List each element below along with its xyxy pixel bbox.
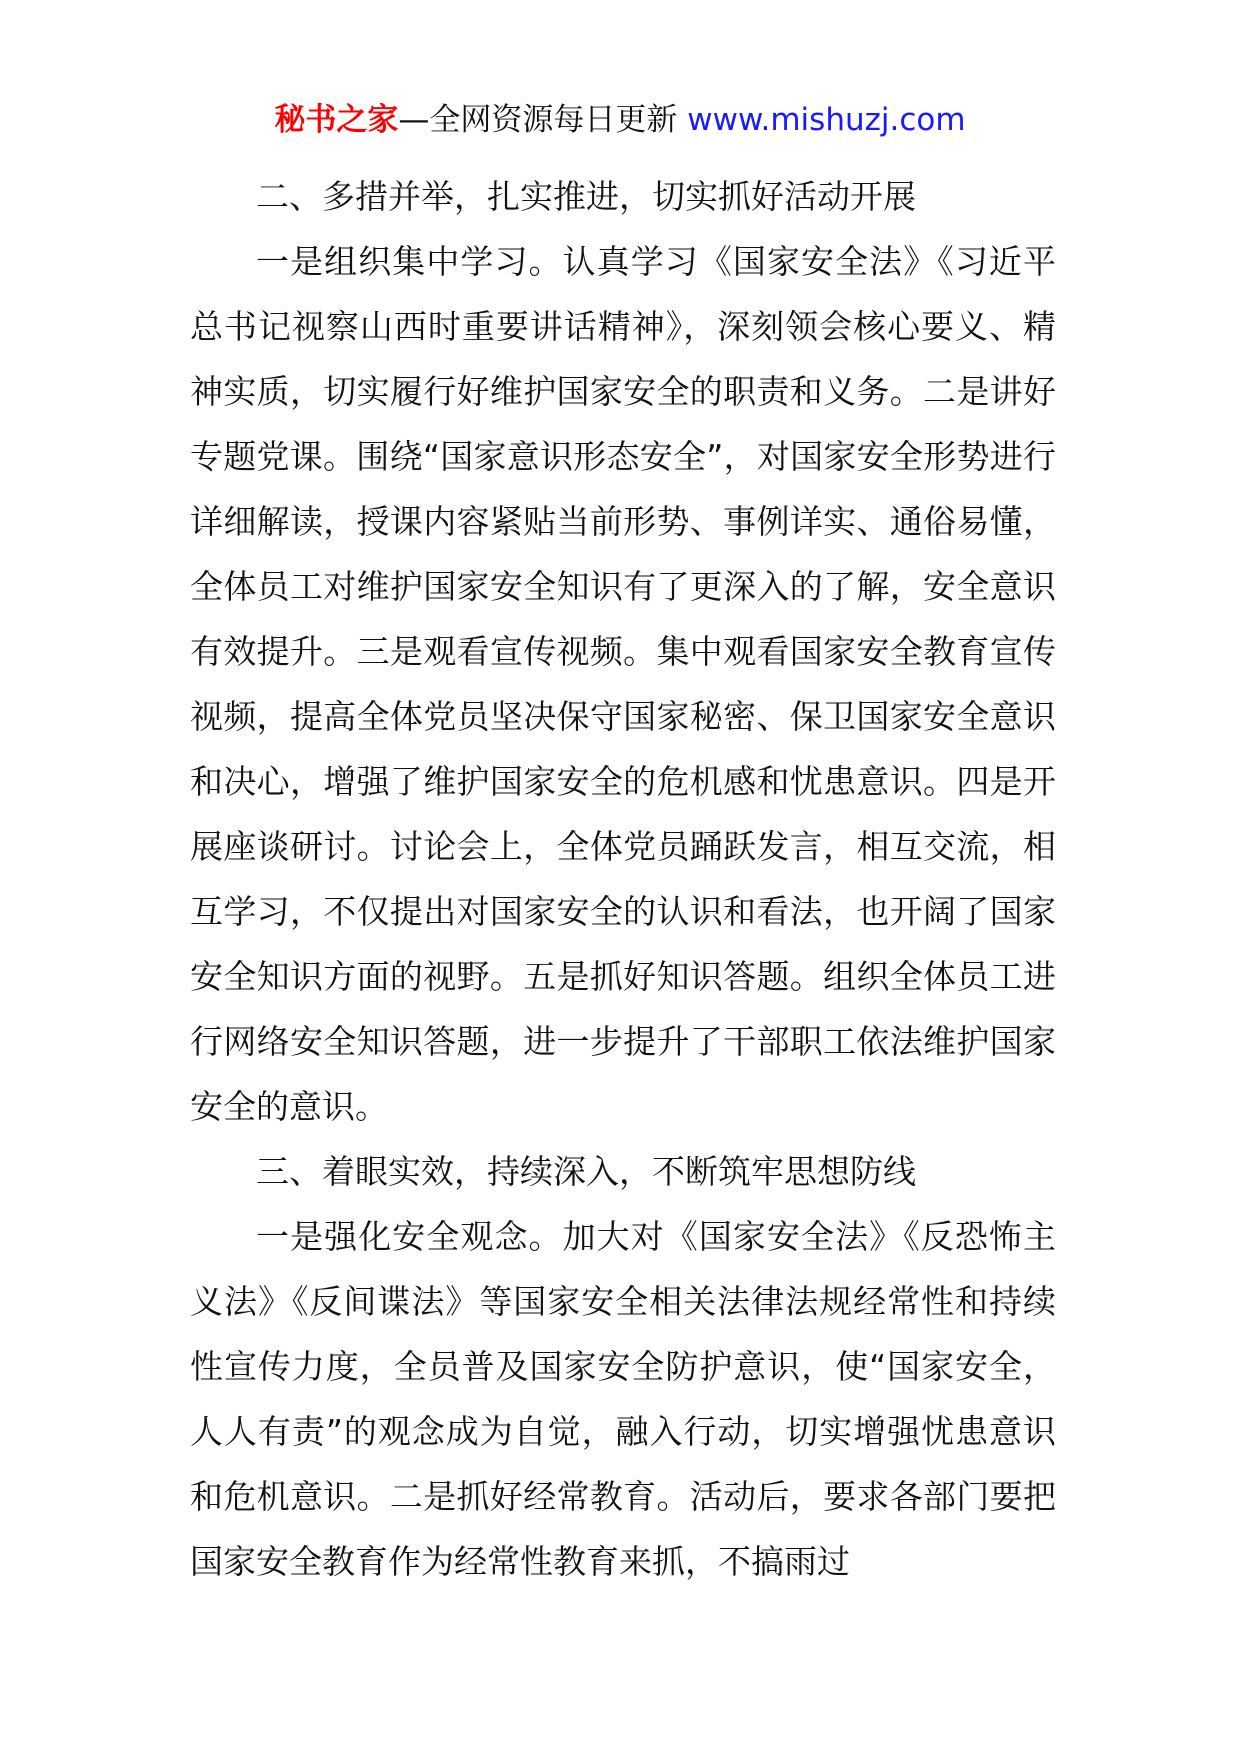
section-paragraph-3: 一是强化安全观念。加大对《国家安全法》《反恐怖主义法》《反间谍法》等国家安全相关法律法规经常性和持续性宣传力度，全员普及国家安全防护意识，使“国家安全，人人有责”的观念成为自觉，融入行动，切实增强忧患意识和危机意识。二是抓好经常教育。活动后，要求各部门要把国家安全教育作为经常性教育来抓，不搞雨过 [190, 1217, 1056, 1581]
document-body [190, 164, 1056, 1594]
header-slogan: —全网资源每日更新 [398, 102, 678, 138]
brand-name: 秘书之家 [274, 102, 399, 138]
section-heading-2: 二、多措并举，扎实推进，切实抓好活动开展 [256, 177, 916, 216]
site-header [0, 98, 1240, 142]
section-paragraph-2: 一是组织集中学习。认真学习《国家安全法》《习近平总书记视察山西时重要讲话精神》，深刻领会核心要义、精神实质，切实履行好维护国家安全的职责和义务。二是讲好专题党课。围绕“国家意识形态安全”，对国家安全形势进行详细解读，授课内容紧贴当前形势、事例详实、通俗易懂，全体员工对维护国家安全知识有了更深入的了解，安全意识有效提升。三是观看宣传视频。集中观看国家安全教育宣传视频，提高全体党员坚决保守国家秘密、保卫国家安全意识和决心，增强了维护国家安全的危机感和忧患意识。四是开展座谈研讨。讨论会上，全体党员踊跃发言，相互交流，相互学习，不仅提出对国家安全的认识和看法，也开阔了国家安全知识方面的视野。五是抓好知识答题。组织全体员工进行网络安全知识答题，进一步提升了干部职工依法维护国家安全的意识。 [190, 242, 1056, 1126]
section-heading-3: 三、着眼实效，持续深入，不断筑牢思想防线 [256, 1152, 916, 1191]
site-url-link[interactable]: www.mishuzj.com [687, 102, 966, 138]
